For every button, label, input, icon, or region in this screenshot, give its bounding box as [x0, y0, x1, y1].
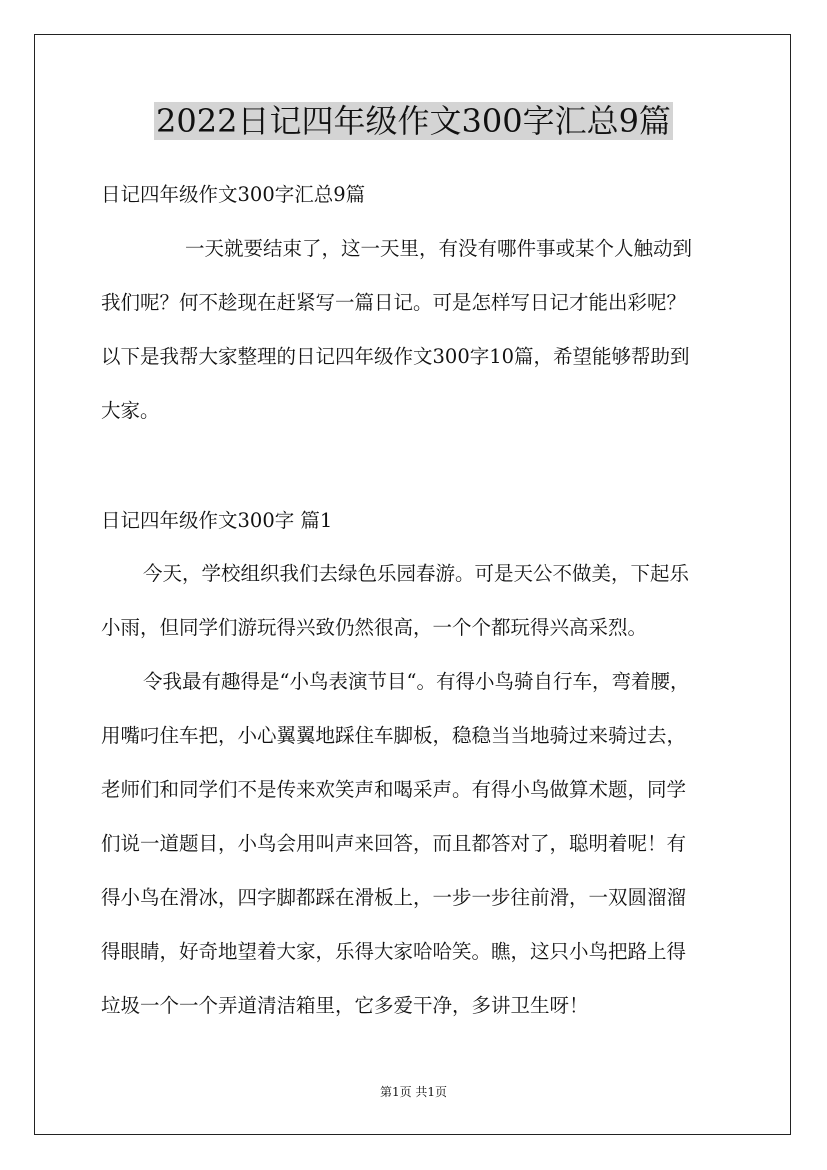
document-subtitle: 日记四年级作文300字汇总9篇 — [101, 183, 366, 206]
body-line: 老师们和同学们不是传来欢笑声和喝采声。有得小鸟做算术题，同学 — [101, 778, 687, 801]
section-heading: 日记四年级作文300字 篇1 — [101, 509, 333, 532]
intro-line: 大家。 — [101, 399, 160, 422]
page-number-footer: 第1页 共1页 — [379, 1085, 448, 1099]
body-line: 得眼睛，好奇地望着大家，乐得大家哈哈笑。瞧，这只小鸟把路上得 — [101, 940, 687, 963]
body-line: 垃圾一个一个弄道清洁箱里，它多爱干净，多讲卫生呀！ — [101, 994, 589, 1017]
body-line: 用嘴叼住车把，小心翼翼地踩住车脚板，稳稳当当地骑过来骑过去， — [101, 724, 687, 747]
document-title: 2022日记四年级作文300字汇总9篇 — [156, 102, 671, 140]
body-line: 得小鸟在滑冰，四字脚都踩在滑板上，一步一步往前滑，一双圆溜溜 — [101, 886, 687, 909]
body-line: 小雨，但同学们游玩得兴致仍然很高，一个个都玩得兴高采烈。 — [101, 616, 648, 639]
body-line: 们说一道题目，小鸟会用叫声来回答，而且都答对了，聪明着呢！有 — [101, 832, 687, 855]
intro-line: 以下是我帮大家整理的日记四年级作文300字10篇，希望能够帮助到 — [101, 345, 690, 368]
intro-line: 一天就要结束了，这一天里，有没有哪件事或某个人触动到 — [185, 237, 693, 260]
intro-line: 我们呢？何不趁现在赶紧写一篇日记。可是怎样写日记才能出彩呢？ — [101, 291, 687, 314]
body-line: 令我最有趣得是“小鸟表演节目“。有得小鸟骑自行车，弯着腰， — [143, 670, 690, 693]
body-line: 今天，学校组织我们去绿色乐园春游。可是天公不做美，下起乐 — [143, 562, 690, 585]
